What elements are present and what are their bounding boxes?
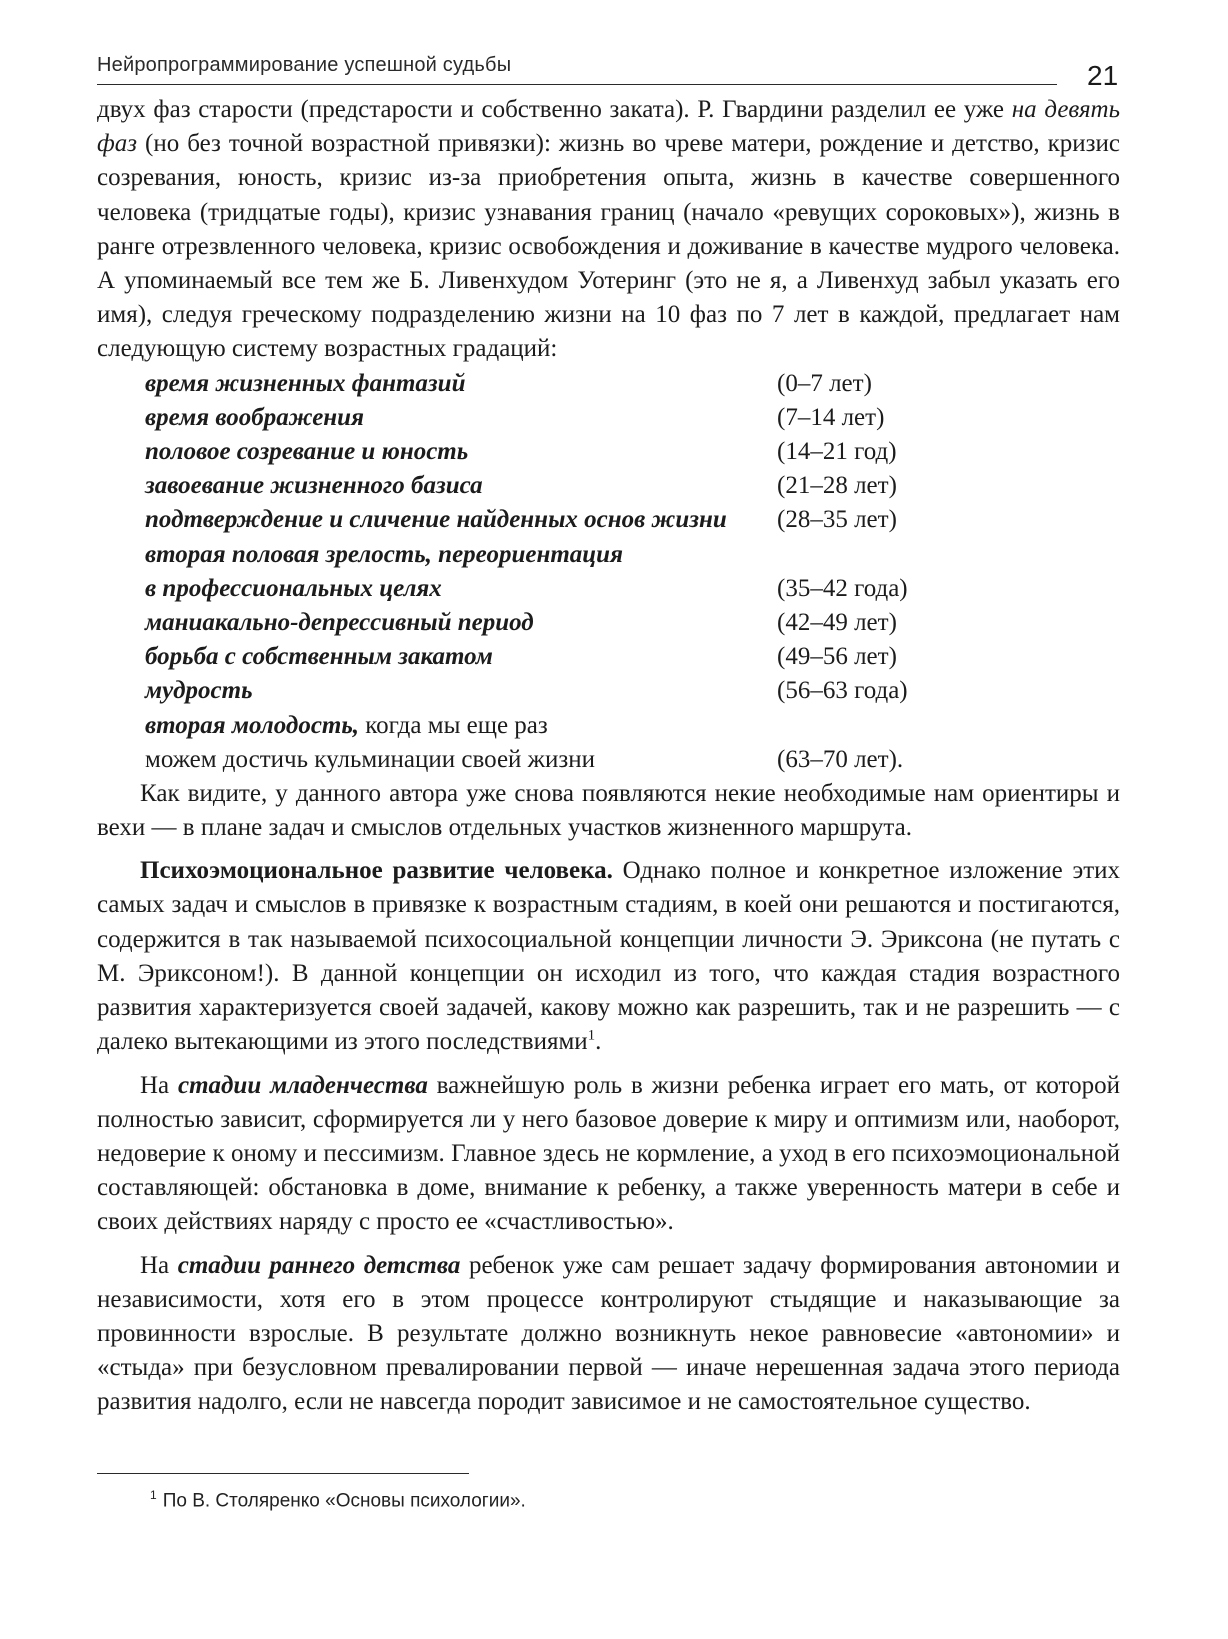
age-range: (21–28 лет): [777, 472, 897, 500]
age-row: [145, 743, 1120, 777]
intro-italic: на девять фаз: [97, 96, 1120, 158]
early-childhood-start: На: [140, 1251, 178, 1279]
age-range: (14–21 год): [777, 438, 897, 465]
age-label: подтверждение и сличение найденных основ жизни: [145, 506, 727, 534]
page-body: [97, 93, 1120, 1420]
age-label: время воображения: [145, 403, 364, 431]
intro-paragraph: [97, 93, 1120, 367]
age-label: борьба с собственным закатом: [145, 643, 493, 671]
age-label-plain: когда мы еще раз: [359, 711, 548, 739]
age-row: [145, 367, 1120, 401]
age-row: [145, 572, 1120, 606]
section-end: .: [595, 1028, 602, 1056]
paragraph-after-list: Как видите, у данного автора уже снова появляются некие необходимые нам ориентиры и вехи — в плане задач и смыслов отдельных участков жизненного маршрута.: [97, 779, 1120, 842]
footnote-mark: 1: [150, 1488, 157, 1502]
footnote: [150, 1488, 526, 1512]
header-rule: [97, 84, 1057, 85]
age-label: мудрость: [145, 677, 253, 705]
age-label-bold: вторая молодость,: [145, 711, 360, 739]
age-range: (56–63 года): [777, 677, 908, 705]
age-range: (42–49 лет): [777, 608, 897, 636]
age-label: [145, 709, 777, 743]
age-list: [145, 367, 1120, 777]
page-number: 21: [1087, 60, 1119, 91]
age-label: маниакально-депрессивный период: [145, 608, 534, 636]
section-text: Однако полное и конкретное изложение этих самых задач и смыслов в привязке к возрастным стадиям, в коей они решаются и постигаются, содержится в так называемой психосоциальной концепции личности Э. Эриксона (не путать с М. Эриксоном!). В данной концепции он исходил из того, что каждая стадия возрастного развития характеризуется своей задачей, какову можно как разрешить, так и не разрешить — с далеко вытекающими из этого последствиями: [97, 857, 1121, 1056]
section-paragraph: [97, 854, 1120, 1059]
running-header: [97, 50, 1119, 91]
age-row: [145, 401, 1120, 435]
age-range: (0–7 лет): [777, 369, 872, 397]
footnote-text: По В. Столяренко «Основы психологии».: [162, 1490, 526, 1512]
age-label: можем достичь кульминации своей жизни: [145, 745, 595, 773]
age-row: [145, 469, 1120, 503]
infancy-start: На: [140, 1071, 178, 1099]
age-range: (49–56 лет): [777, 643, 897, 671]
age-label: в профессиональных целях: [145, 574, 442, 602]
footnote-rule: [97, 1473, 469, 1474]
age-row: [145, 503, 1120, 537]
running-title: Нейропрограммирование успешной судьбы: [97, 54, 512, 76]
age-label: половое созревание и юность: [145, 438, 469, 465]
age-row: [145, 606, 1120, 640]
footnote-ref[interactable]: 1: [587, 1027, 596, 1044]
age-row: [145, 640, 1120, 674]
age-range: (7–14 лет): [777, 403, 885, 431]
infancy-text: важнейшую роль в жизни ребенка играет его мать, от которой полностью зависит, сформируется ли у него базовое доверие к миру и оптимизм или, наоборот, недоверие к оному и пессимизм. Главное здесь не кормление, а уход в его психоэмоциональной составляющей: обстановка в доме, внимание к ребенку, а также уверенность матери в себе и своих действиях наряду с просто ее «счастливостью».: [97, 1071, 1121, 1236]
age-label: вторая половая зрелость, переориентация: [145, 540, 623, 568]
infancy-paragraph: [97, 1069, 1120, 1240]
age-range: (35–42 года): [777, 574, 908, 602]
intro-text-2: (но без точной возрастной привязки): жизнь во чреве матери, рождение и детство, кризис созревания, юность, кризис из-за приобретения опыта, жизнь в качестве совершенного человека (тридцатые годы), кризис узнавания границ (начало «ревущих сороковых»), жизнь в ранге отрезвленного человека, кризис освобождения и доживание в качестве мудрого человека. А упоминаемый все тем же Б. Ливенхудом Уотеринг (это не я, а Ливенхуд забыл указать его имя), следуя греческому подразделению жизни на 10 фаз по 7 лет в каждой, предлагает нам следующую систему возрастных градаций:: [97, 130, 1120, 363]
age-label: завоевание жизненного базиса: [145, 472, 483, 500]
early-childhood-text: ребенок уже сам решает задачу формирования автономии и независимости, хотя его в этом процессе контролируют стыдящие и наказывающие за провинности взрослые. В результате должно возникнуть некое равновесие «автономии» и «стыда» при безусловном превалировании первой — иначе нерешенная задача этого периода развития надолго, если не навсегда породит зависимое и не самостоятельное существо.: [97, 1251, 1120, 1416]
age-row: [145, 538, 1120, 572]
age-range: (63–70 лет).: [777, 745, 904, 773]
age-range: (28–35 лет): [777, 506, 897, 534]
intro-text-1: двух фаз старости (предстарости и собственно заката). Р. Гвардини разделил ее уже: [97, 96, 1012, 123]
age-row: [145, 674, 1120, 708]
age-row: [145, 709, 1120, 743]
age-label: время жизненных фантазий: [145, 369, 466, 397]
age-row: [145, 435, 1120, 469]
infancy-emphasis: стадии младенчества: [177, 1071, 428, 1099]
early-childhood-emphasis: стадии раннего детства: [177, 1251, 461, 1279]
early-childhood-paragraph: [97, 1249, 1120, 1420]
section-heading: Психоэмоциональное развитие человека.: [140, 857, 613, 885]
